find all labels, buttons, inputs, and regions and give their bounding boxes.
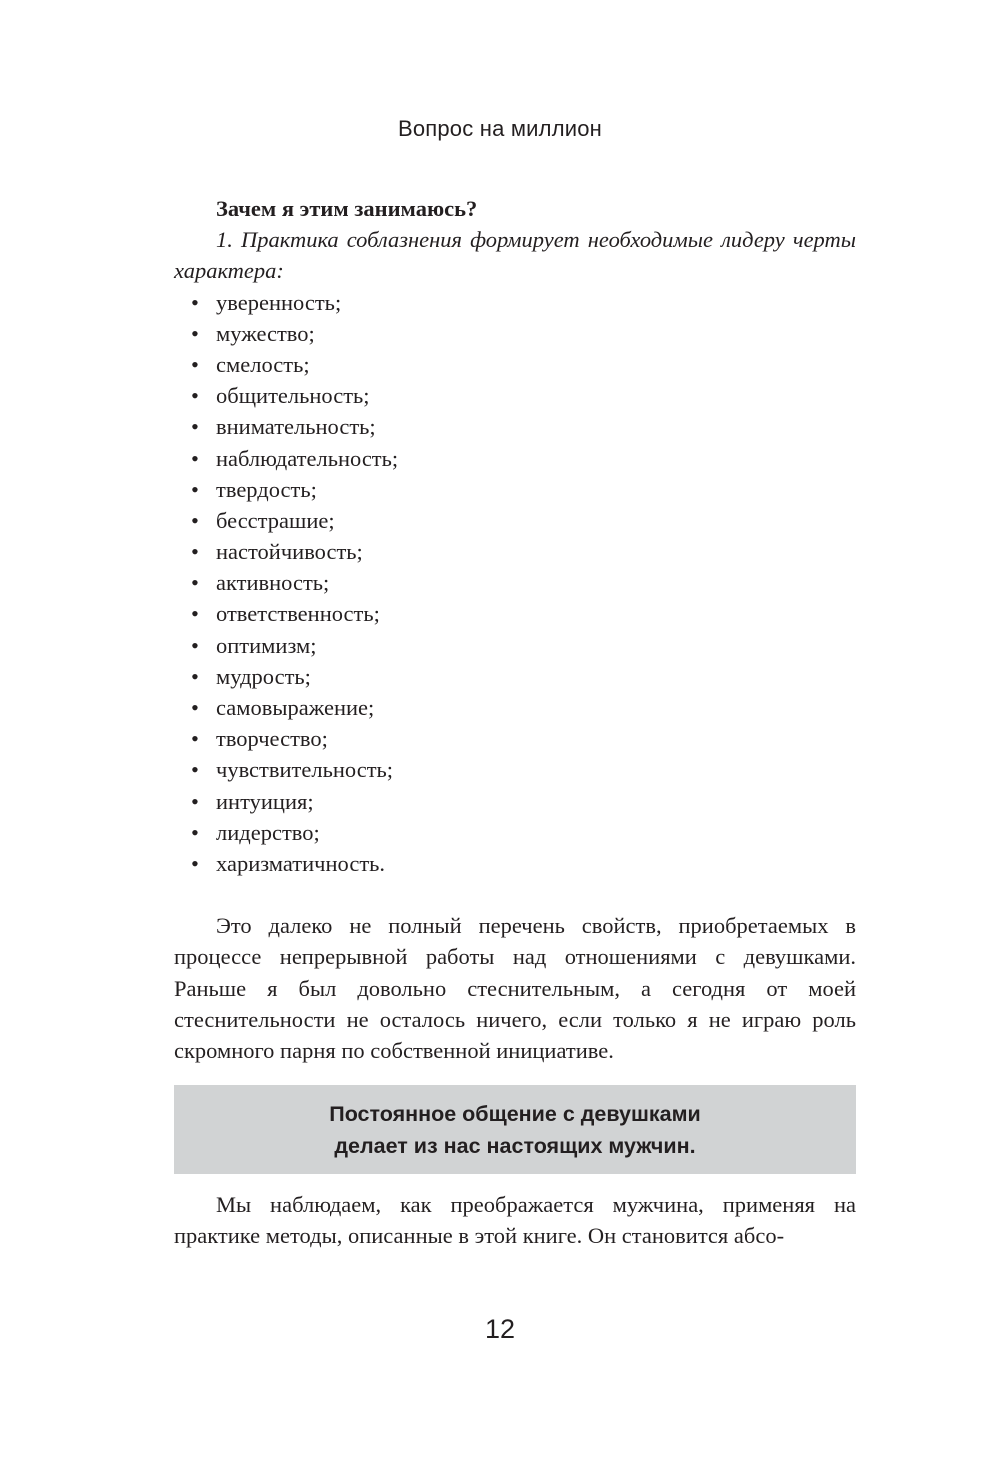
bullet-icon: • [191, 476, 199, 502]
bullet-icon: • [191, 414, 199, 440]
list-item [174, 817, 856, 848]
list-item [174, 411, 856, 442]
list-item [174, 598, 856, 629]
list-item [174, 754, 856, 785]
list-item [174, 661, 856, 692]
bullet-icon: • [191, 445, 199, 471]
list-item-text: мужество; [216, 320, 315, 346]
list-item-text: чувствительность; [216, 757, 394, 783]
list-item [174, 692, 856, 723]
list-item-text: смелость; [216, 351, 310, 377]
list-item-text: ответственность; [216, 601, 380, 627]
list-item-text: активность; [216, 570, 330, 596]
list-item [174, 723, 856, 754]
bullet-icon: • [191, 351, 199, 377]
bullet-icon: • [191, 570, 199, 596]
bullet-icon: • [191, 632, 199, 658]
list-item-text: лидерство; [216, 819, 320, 845]
callout-box [174, 1085, 856, 1174]
list-item-text: наблюдательность; [216, 445, 399, 471]
list-item [174, 536, 856, 567]
page-content [174, 193, 856, 1252]
list-item [174, 786, 856, 817]
bullet-icon: • [191, 788, 199, 814]
bullet-icon: • [191, 289, 199, 315]
list-item-text: внимательность; [216, 414, 376, 440]
bullet-icon: • [191, 383, 199, 409]
bullet-icon: • [191, 850, 199, 876]
list-item [174, 443, 856, 474]
bullet-icon: • [191, 726, 199, 752]
list-item-text: уверенность; [216, 289, 342, 315]
list-item-text: бесстрашие; [216, 507, 335, 533]
list-item-text: мудрость; [216, 663, 311, 689]
callout-line: делает из нас настоящих мужчин. [334, 1133, 696, 1158]
list-item-text: творчество; [216, 726, 328, 752]
list-item-text: интуиция; [216, 788, 314, 814]
list-item [174, 505, 856, 536]
list-item-text: оптимизм; [216, 632, 317, 658]
list-item-text: харизматичность. [216, 850, 386, 876]
list-item-text: общительность; [216, 383, 370, 409]
list-item [174, 848, 856, 879]
bullet-icon: • [191, 601, 199, 627]
list-item [174, 474, 856, 505]
list-item [174, 318, 856, 349]
bullet-icon: • [191, 663, 199, 689]
bullet-icon: • [191, 757, 199, 783]
callout-line: Постоянное общение с девушками [329, 1102, 701, 1127]
list-item [174, 349, 856, 380]
bullet-icon: • [191, 320, 199, 346]
bullet-icon: • [191, 507, 199, 533]
body-paragraph: Это далеко не полный перечень свойств, приобретаемых в процессе непрерывной работы над отношениями с девушками. Раньше я был довольно стеснительным, а сегодня от моей стеснительности не осталось ничего, если только я не играю роль скромного парня по собственной инициативе. [174, 913, 856, 1063]
list-item-text: самовыражение; [216, 695, 375, 721]
bullet-icon: • [191, 539, 199, 565]
traits-list [174, 287, 856, 880]
list-item-text: настойчивость; [216, 539, 363, 565]
list-item [174, 567, 856, 598]
list-item [174, 287, 856, 318]
list-item [174, 630, 856, 661]
list-item-text: твердость; [216, 476, 317, 502]
page-number: 12 [484, 1314, 516, 1344]
list-item [174, 380, 856, 411]
body-paragraph: Мы наблюдаем, как преображается мужчина, применяя на практике методы, описанные в этой книге. Он становится абсо- [174, 1192, 856, 1249]
bullet-icon: • [191, 695, 199, 721]
section-heading: Зачем я этим занимаюсь? [216, 196, 478, 221]
bullet-icon: • [191, 819, 199, 845]
lead-text: 1. Практика соблазнения формирует необходимые лидеру черты характера: [174, 227, 856, 284]
running-header: Вопрос на миллион [397, 116, 603, 141]
